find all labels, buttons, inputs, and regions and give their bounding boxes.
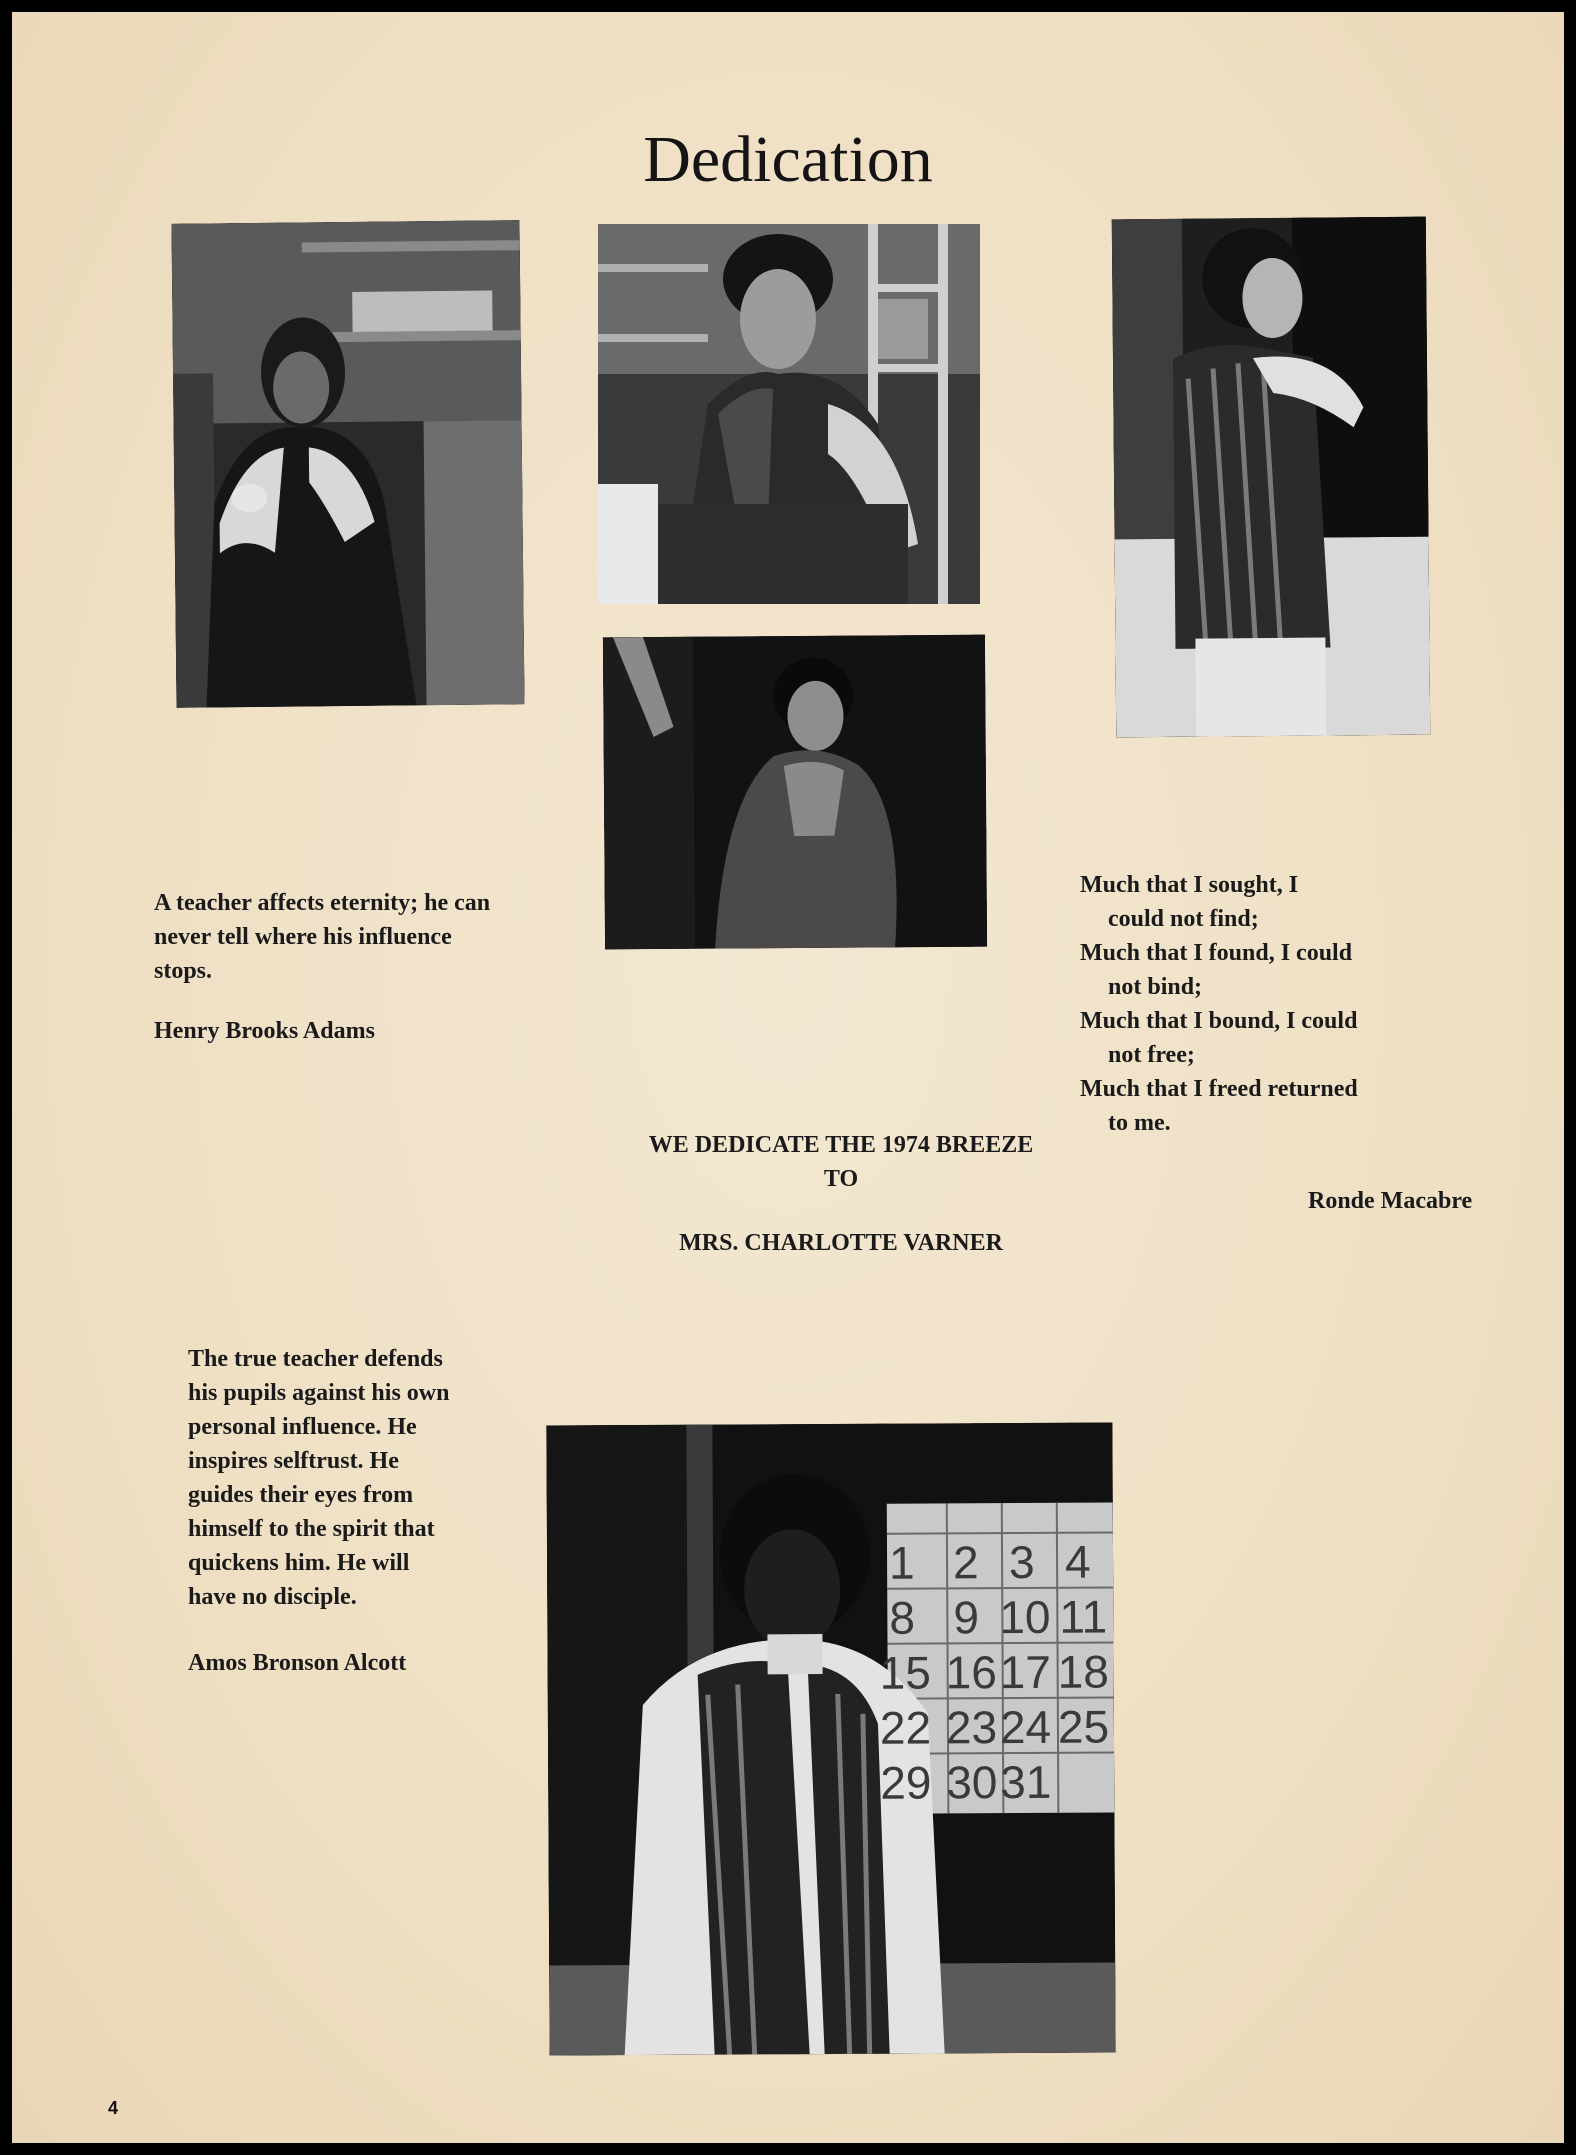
calendar-day: 18	[1057, 1645, 1109, 1698]
calendar-day: 16	[945, 1646, 997, 1699]
page-number: 4	[108, 2098, 119, 2118]
quote-line: never tell where his influence	[154, 924, 452, 950]
quote-line: Much that I freed returned	[1080, 1076, 1358, 1102]
calendar-day: 4	[1064, 1535, 1091, 1588]
dedication-block	[598, 1128, 1084, 1260]
calendar-day: 9	[953, 1591, 980, 1644]
calendar-day: 30	[946, 1756, 998, 1809]
calendar-day: 24	[999, 1700, 1052, 1754]
page-title: Dedication	[643, 123, 933, 196]
calendar-day: 29	[880, 1756, 932, 1809]
quote-line: not free;	[1108, 1042, 1195, 1068]
quote-line: could not find;	[1108, 906, 1259, 932]
quote-author: Ronde Macabre	[1308, 1188, 1473, 1214]
calendar-day: 25	[1057, 1700, 1110, 1753]
photo-teacher-in-fur-coat	[603, 635, 987, 950]
photo-teacher-in-coat	[171, 220, 524, 708]
calendar-day: 11	[1059, 1590, 1108, 1643]
quote-line: A teacher affects eternity; he can	[154, 890, 491, 916]
yearbook-page	[12, 12, 1564, 2143]
photo-teacher-at-calendar	[546, 1423, 1115, 2056]
dedication-line: WE DEDICATE THE 1974 BREEZE	[648, 1132, 1034, 1158]
quote-line: Much that I bound, I could	[1080, 1008, 1358, 1034]
quote-line: Much that I sought, I	[1080, 872, 1299, 898]
dedication-line: TO	[823, 1166, 859, 1192]
quote-line: his pupils against his own	[188, 1380, 450, 1406]
quote-line: The true teacher defends	[188, 1346, 443, 1372]
quote-line: guides their eyes from	[188, 1482, 414, 1508]
calendar-day: 31	[1000, 1755, 1052, 1809]
calendar-day: 22	[879, 1701, 932, 1754]
quote-author: Henry Brooks Adams	[154, 1018, 375, 1044]
quote-macabre	[1080, 868, 1358, 1140]
calendar-day: 1	[888, 1536, 915, 1589]
calendar-day: 2	[952, 1536, 979, 1589]
calendar-day: 3	[1008, 1535, 1035, 1589]
quote-line: have no disciple.	[188, 1584, 357, 1610]
quote-line: quickens him. He will	[188, 1550, 410, 1576]
dedication-honoree: MRS. CHARLOTTE VARNER	[679, 1230, 1003, 1256]
quote-adams	[154, 886, 490, 1048]
calendar-day: 23	[945, 1701, 998, 1754]
quote-line: inspires selftrust. He	[188, 1448, 399, 1474]
quote-line: not bind;	[1108, 974, 1203, 1000]
quote-line: Much that I found, I could	[1080, 940, 1353, 966]
calendar-day: 8	[889, 1591, 916, 1644]
quote-line: personal influence. He	[188, 1414, 417, 1440]
calendar-day: 10	[999, 1590, 1051, 1644]
calendar-day: 15	[879, 1646, 931, 1699]
quote-line: to me.	[1108, 1110, 1171, 1136]
quote-line: stops.	[154, 958, 213, 984]
photo-teacher-in-vest-profile	[1112, 217, 1431, 738]
quote-line: himself to the spirit that	[188, 1516, 435, 1542]
photo-teacher-at-shelves	[598, 224, 980, 604]
quote-author: Amos Bronson Alcott	[188, 1650, 407, 1676]
calendar-grid	[879, 1533, 1114, 1814]
quote-alcott	[188, 1342, 449, 1680]
calendar-day: 17	[999, 1645, 1051, 1699]
